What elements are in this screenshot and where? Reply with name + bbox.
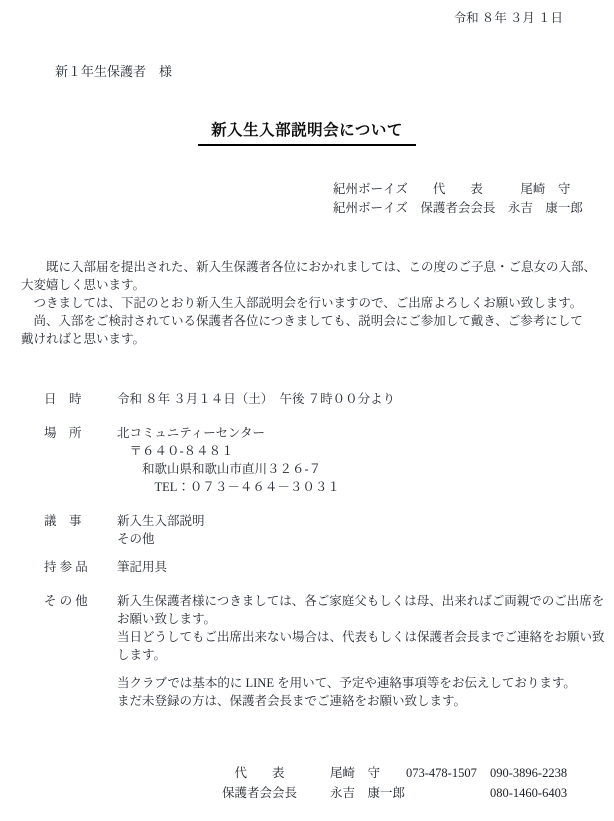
section-agenda-label: 議 事: [44, 514, 82, 528]
contact-role: 代 表: [222, 766, 285, 780]
contact-phone-mobile: 090-3896-2238: [490, 766, 568, 780]
agenda-item-1: 新入生入部説明: [117, 514, 205, 528]
other-line-4: します。: [117, 648, 167, 662]
agenda-item-2: その他: [117, 532, 155, 546]
section-bring-items-label: 持 参 品: [44, 560, 88, 574]
contact-phone-mobile: 080-1460-6403: [490, 785, 568, 800]
section-bring-items: [44, 558, 614, 576]
other-line-1: 新入生保護者様につきましては、各ご家庭父もしくは母、出来ればご両親でのご出席を: [117, 594, 605, 608]
contact-phone-landline: [406, 784, 490, 804]
paragraph-gap: [117, 664, 614, 674]
issue-date: 令和 ８年 ３月 １日: [453, 11, 563, 25]
sender-parents-chair: 紀州ボーイズ 保護者会会長 永吉 康一郎: [333, 201, 583, 215]
other-line-3: 当日どうしてもご出席出来ない場合は、代表もしくは保護者会長までご連絡をお願い致: [117, 630, 605, 644]
section-other-value: [117, 592, 614, 710]
datetime-line: 令和 ８年 ３月１４日（土） 午後 ７時００分より: [117, 392, 396, 406]
body-line-5: 戴ければと思います。: [21, 332, 146, 346]
section-place-label: 場 所: [44, 426, 82, 440]
contact-row-parents-chair: [222, 784, 614, 804]
detail-sections: [0, 390, 614, 710]
body-paragraphs: [21, 258, 614, 348]
bring-item: 筆記用具: [117, 560, 168, 574]
section-datetime-label: 日 時: [44, 392, 82, 406]
contact-name: 永吉 康一郎: [330, 785, 406, 800]
section-datetime-value: [117, 390, 614, 408]
section-agenda-value: [117, 512, 614, 548]
other-line-2: お願い致します。: [117, 612, 217, 626]
section-agenda: [44, 512, 614, 548]
place-name: 北コミュニティーセンター: [117, 426, 266, 440]
contact-row-representative: [222, 764, 614, 784]
addressee: 新１年生保護者 様: [55, 64, 173, 79]
document-title: 新入生入部説明会について: [198, 121, 416, 146]
title-row: [0, 121, 614, 146]
body-line-2: 大変嬉しく思います。: [21, 278, 146, 292]
section-bring-items-value: [117, 558, 614, 576]
section-other: [44, 592, 614, 710]
place-address: 和歌山県和歌山市直川３２６-７: [117, 462, 322, 476]
sender-representative: 紀州ボーイズ 代 表 尾崎 守: [333, 182, 571, 196]
place-phone: TEL：０７３－４６４－３０３１: [117, 480, 340, 494]
contact-footer: [222, 764, 614, 803]
other-line-6: まだ未登録の方は、保護者会長までご連絡をお願い致します。: [117, 694, 467, 708]
contact-role: 保護者会会長: [222, 785, 298, 800]
place-zipcode: 〒６４０-８４８１: [117, 444, 234, 458]
body-line-3: つきましては、下記のとおり新入生入部説明会を行いますので、ご出席よろしくお願い致します。: [21, 296, 583, 310]
contact-phone-landline: 073-478-1507: [406, 766, 477, 780]
sender-block: [333, 180, 614, 218]
body-line-1: 既に入部届を提出された、新入生保護者各位におかれましては、この度のご子息・ご息女の入部、: [21, 260, 597, 274]
other-line-5: 当クラブでは基本的に LINE を用いて、予定や連絡事項等をお伝えしております。: [117, 676, 576, 690]
section-other-label: そ の 他: [44, 594, 88, 608]
section-place: [44, 424, 614, 496]
contact-name: 尾崎 守: [330, 766, 381, 780]
body-line-4: 尚、入部をご検討されている保護者各位につきましても、説明会にご参加して戴き、ご参考にして: [21, 314, 583, 328]
section-datetime: [44, 390, 614, 408]
section-place-value: [117, 424, 614, 496]
